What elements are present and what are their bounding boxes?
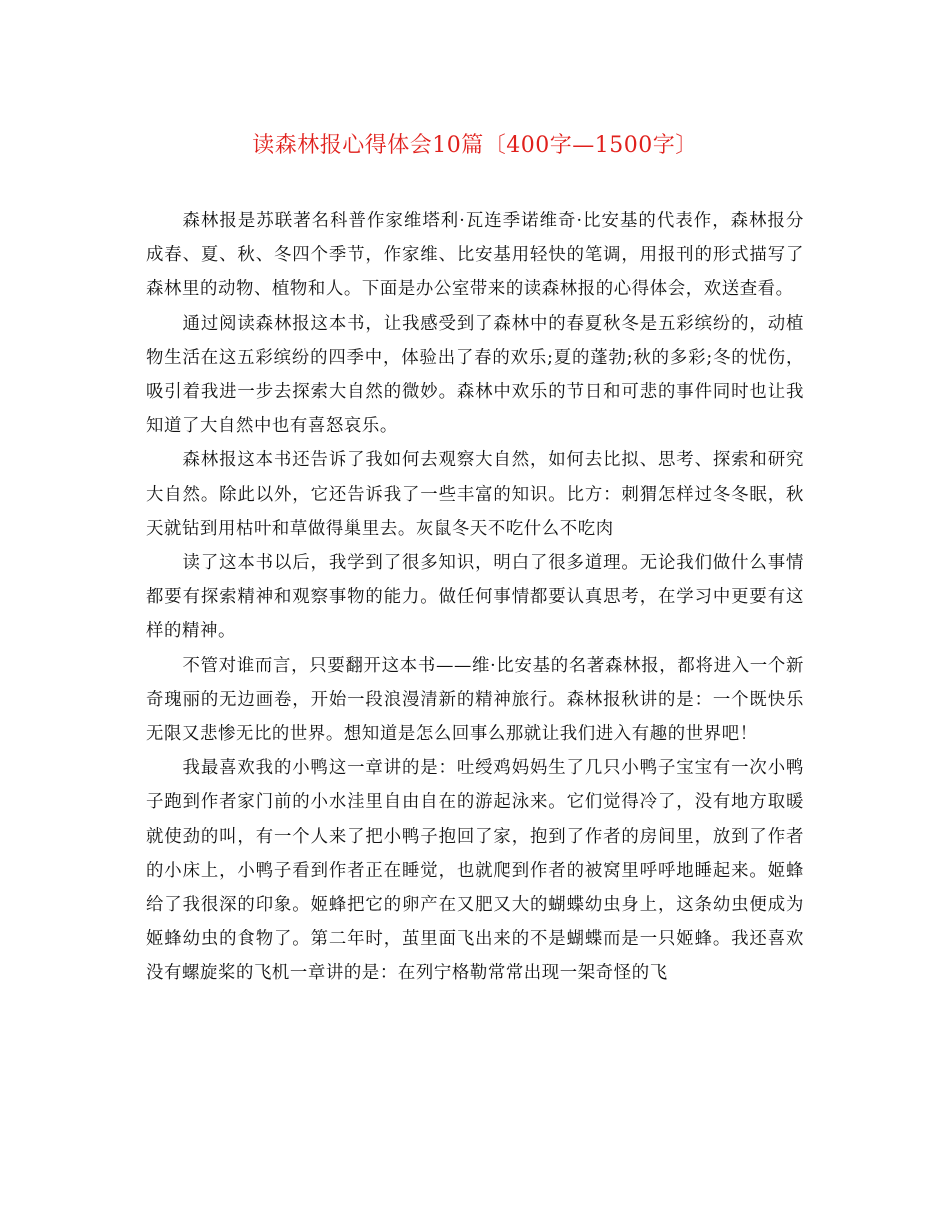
paragraph-6: 我最喜欢我的小鸭这一章讲的是：吐绶鸡妈妈生了几只小鸭子宝宝有一次小鸭子跑到作者家门前的小水洼里自由自在的游起泳来。它们觉得冷了，没有地方取暖就使劲的叫，有一个人来了把小鸭子抱回了家，抱到了作者的房间里，放到了作者的小床上，小鸭子看到作者正在睡觉，也就爬到作者的被窝里呼呼地睡起来。姬蜂给了我很深的印象。姬蜂把它的卵产在又肥又大的蝴蝶幼虫身上，这条幼虫便成为姬蜂幼虫的食物了。第二年时，茧里面飞出来的不是蝴蝶而是一只姬蜂。我还喜欢没有螺旋桨的飞机一章讲的是：在列宁格勒常常出现一架奇怪的飞 xyxy=(146,758,804,984)
paragraph-4: 读了这本书以后，我学到了很多知识，明白了很多道理。无论我们做什么事情都要有探索精神和观察事物的能力。做任何事情都要认真思考，在学习中更要有这样的精神。 xyxy=(146,553,804,642)
document-body xyxy=(146,204,804,991)
paragraph-2: 通过阅读森林报这本书，让我感受到了森林中的春夏秋冬是五彩缤纷的，动植物生活在这五彩缤纷的四季中，体验出了春的欢乐;夏的蓬勃;秋的多彩;冬的忧伤，吸引着我进一步去探索大自然的微妙。森林中欢乐的节日和可悲的事件同时也让我知道了大自然中也有喜怒哀乐。 xyxy=(146,313,804,437)
paragraph-3: 森林报这本书还告诉了我如何去观察大自然，如何去比拟、思考、探索和研究大自然。除此以外，它还告诉我了一些丰富的知识。比方：刺猬怎样过冬冬眠，秋天就钻到用枯叶和草做得巢里去。灰鼠冬天不吃什么不吃肉 xyxy=(146,450,804,539)
paragraph-1: 森林报是苏联著名科普作家维塔利·瓦连季诺维奇·比安基的代表作，森林报分成春、夏、秋、冬四个季节，作家维、比安基用轻快的笔调，用报刊的形式描写了森林里的动物、植物和人。下面是办公室带来的读森林报的心得体会，欢送查看。 xyxy=(146,211,804,300)
paragraph-5: 不管对谁而言，只要翻开这本书——维·比安基的名著森林报，都将进入一个新奇瑰丽的无边画卷，开始一段浪漫清新的精神旅行。森林报秋讲的是：一个既快乐无限又悲惨无比的世界。想知道是怎么回事么那就让我们进入有趣的世界吧！ xyxy=(146,655,804,745)
document-title: 读森林报心得体会10篇〔400字—1500字〕 xyxy=(252,133,698,158)
